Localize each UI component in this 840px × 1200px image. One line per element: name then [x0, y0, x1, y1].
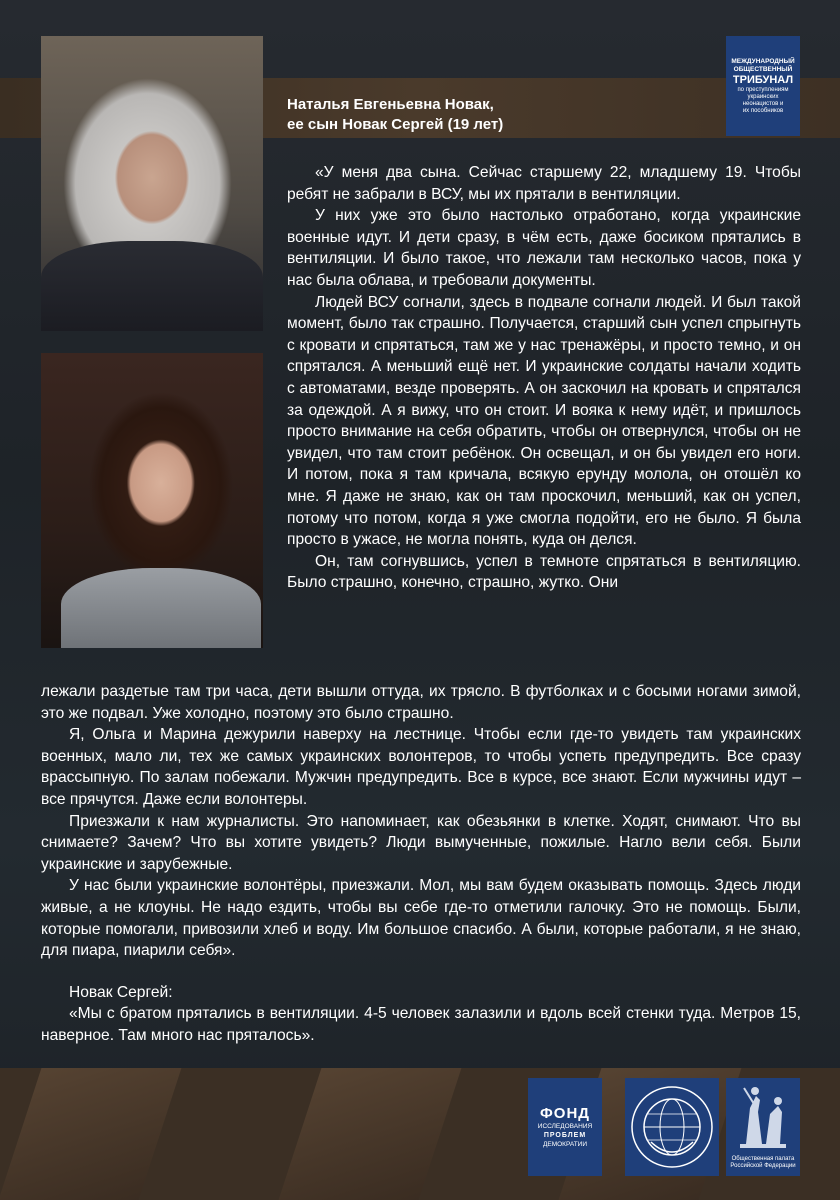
- tribunal-logo-line: неонацистов и: [742, 100, 784, 107]
- testimony-paragraph: У них уже это было настолько отработано, когда украинские военные идут. И дети сразу, в чём есть, даже босиком прятались в вентиляции. И было такое, что лежали там несколько часов, пока у нас была облава, и требовали документы.: [287, 207, 801, 289]
- testimony-paragraph: «Мы с братом прятались в вентиляции. 4-5 человек залазили и вдоль всей стенки туда. Метров 15, наверное. Там много нас пряталось».: [41, 1005, 801, 1044]
- public-chamber-logo-line: Российской Федерации: [730, 1163, 796, 1169]
- photo-sergey-novak: [41, 353, 263, 648]
- testimony-paragraph: У нас были украинские волонтёры, приезжали. Мол, мы вам будем оказывать помощь. Здесь люди живые, а не клоуны. Не надо ездить, чтобы вы себе где-то отметили галочку. Это не помощь. Были, которые помогали, привозили хлеб и воду. Им большое спасибо. А были, которые работали, я не знаю, для пиара, пиарили себя».: [41, 877, 801, 960]
- tribunal-logo: [726, 36, 800, 136]
- public-chamber-logo: [726, 1078, 800, 1176]
- tribunal-logo-line: по преступлениям: [737, 86, 789, 93]
- tribunal-logo-line: ОБЩЕСТВЕННЫЙ: [733, 65, 793, 73]
- checker-tile: [0, 1068, 181, 1200]
- tribunal-logo-title: ТРИБУНАЛ: [732, 73, 794, 86]
- globe-emblem-icon: [629, 1084, 715, 1170]
- tribunal-logo-line: МЕЖДУНАРОДНЫЙ: [731, 57, 795, 65]
- public-chamber-logo-line: Общественная палата: [731, 1156, 795, 1162]
- testimony-text-right-column: [287, 162, 801, 594]
- testimony-text-full-width: [41, 681, 801, 1047]
- fond-logo-line: ДЕМОКРАТИИ: [542, 1141, 588, 1148]
- photo-shirt-shape: [61, 568, 261, 648]
- tribunal-logo-line: украинских: [747, 93, 779, 100]
- fond-logo-line: ПРОБЛЕМ: [543, 1132, 587, 1139]
- testimony-paragraph: Он, там согнувшись, успел в темноте спрятаться в вентиляцию. Было страшно, конечно, страшно, жутко. Они: [287, 552, 801, 592]
- photo-natalia-novak: [41, 36, 263, 331]
- testimony-paragraph: Я, Ольга и Марина дежурили наверху на лестнице. Чтобы если где-то увидеть там украинских военных, мало ли, тех же самых украинских волонтеров, то чтобы успеть предупредить. Все сразу врассыпную. По залам побежали. Мужчин предупредить. Все в курсе, все знают. Если мужчины идут – все прячутся. Даже если волонтеры.: [41, 726, 801, 808]
- paragraph-spacer: [41, 962, 801, 982]
- testimony-paragraph: лежали раздетые там три часа, дети вышли оттуда, их трясло. В футболках и с босыми ногами зимой, это же подвал. Уже холодно, поэтому это было страшно.: [41, 683, 801, 722]
- fond-logo-title: ФОНД: [540, 1105, 590, 1122]
- photo-shirt-shape: [41, 241, 263, 331]
- monument-emblem-icon: [726, 1078, 800, 1150]
- testimony-paragraph: Людей ВСУ согнали, здесь в подвале согнали людей. И был такой момент, было так страшно. Получается, старший сын успел спрыгнуть с кровати и спрятаться, там же у нас тренажёры, и просто темно, и он спрятался. А меньший ещё нет. И украинские солдаты начали ходить с автоматами, везде проверять. А он заскочил на кровать и спрятался за одеждой. А я вижу, что он стоит. И вояка к нему идёт, и пришлось просто внимание на себя обратить, чтобы он отвернулся, чтобы он не увидел, что там стоит ребёнок. Он освещал, и он бы увидел его ноги. И потом, пока я там кричала, всякую ерунду молола, он отошёл ко мне. Я даже не знаю, как он там проскочил, меньший, как он успел, потому что потом, когда я уже смогла подойти, его не было. Я была просто в ужасе, не могла понять, куда он делся.: [287, 293, 801, 549]
- testimony-paragraph: «У меня два сына. Сейчас старшему 22, младшему 19. Чтобы ребят не забрали в ВСУ, мы их прятали в вентиляции.: [287, 164, 801, 203]
- photo-caption: [287, 95, 587, 135]
- second-speaker-name: Новак Сергей:: [69, 983, 173, 1001]
- checker-tile: [279, 1068, 462, 1200]
- fond-logo: [528, 1078, 602, 1176]
- fond-logo-line: ИССЛЕДОВАНИЯ: [537, 1123, 593, 1130]
- caption-line-1: Наталья Евгеньевна Новак,: [287, 96, 494, 113]
- public-chamber-logo-text: [728, 1156, 798, 1170]
- tribunal-logo-line: их пособников: [742, 107, 784, 114]
- testimony-paragraph: Приезжали к нам журналисты. Это напоминает, как обезьянки в клетке. Ходят, снимают. Что вы снимаете? Зачем? Что вы хотите увидеть? Люди вымученные, пожилые. Нагло вели себя. Были украинские и зарубежные.: [41, 812, 801, 873]
- caption-line-2: ее сын Новак Сергей (19 лет): [287, 116, 504, 133]
- compatriots-fund-logo: [625, 1078, 719, 1176]
